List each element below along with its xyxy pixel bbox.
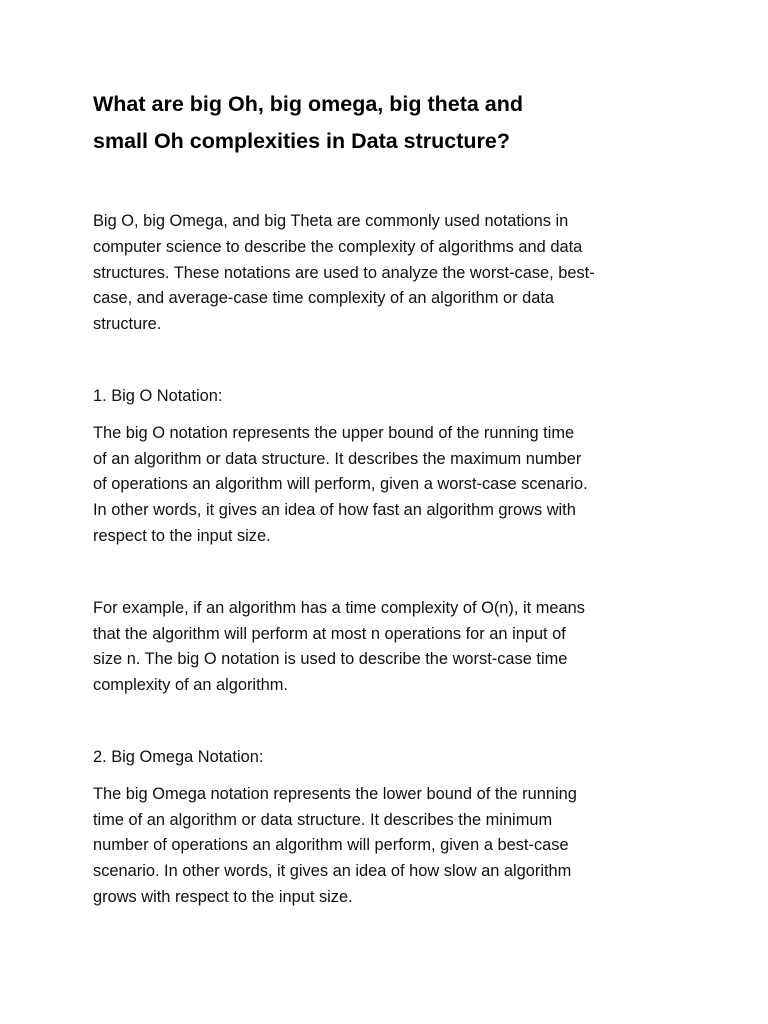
paragraph-line: complexity of an algorithm. [93,676,288,695]
example-paragraph [93,596,693,699]
paragraph-line: Big O, big Omega, and big Theta are commonly used notations in [93,212,569,230]
paragraph-line: computer science to describe the complexity of algorithms and data [93,237,583,256]
paragraph-line: of operations an algorithm will perform, given a worst-case scenario. [93,475,588,494]
title-line: small Oh complexities in Data structure? [93,129,510,153]
paragraph-line: size n. The big O notation is used to describe the worst-case time [93,650,568,669]
section-heading: 1. Big O Notation: [93,386,223,405]
section-big-omega [93,745,693,911]
paragraph-line: The big Omega notation represents the lower bound of the running [93,784,577,803]
section-big-o [93,384,693,699]
paragraph-line: time of an algorithm or data structure. It describes the minimum [93,810,553,829]
paragraph-line: grows with respect to the input size. [93,887,353,906]
paragraph-line: structures. These notations are used to analyze the worst-case, best- [93,263,595,282]
section-heading: 2. Big Omega Notation: [93,747,264,766]
title-line: What are big Oh, big omega, big theta and [93,92,524,116]
document-page [93,86,693,911]
section-paragraph [93,782,693,911]
paragraph-line: scenario. In other words, it gives an idea of how slow an algorithm [93,862,572,881]
paragraph-line: case, and average-case time complexity of an algorithm or data [93,289,554,308]
paragraph-line: The big O notation represents the upper bound of the running time [93,423,575,442]
intro-paragraph [93,209,693,338]
paragraph-line: In other words, it gives an idea of how fast an algorithm grows with [93,501,576,520]
section-paragraph [93,421,693,550]
paragraph-line: For example, if an algorithm has a time complexity of O(n), it means [93,598,585,617]
paragraph-line: of an algorithm or data structure. It describes the maximum number [93,449,582,468]
document-title [93,86,693,160]
paragraph-line: number of operations an algorithm will perform, given a best-case [93,836,569,855]
paragraph-line: respect to the input size. [93,526,271,545]
paragraph-line: structure. [93,315,162,334]
paragraph-line: that the algorithm will perform at most n operations for an input of [93,624,566,643]
